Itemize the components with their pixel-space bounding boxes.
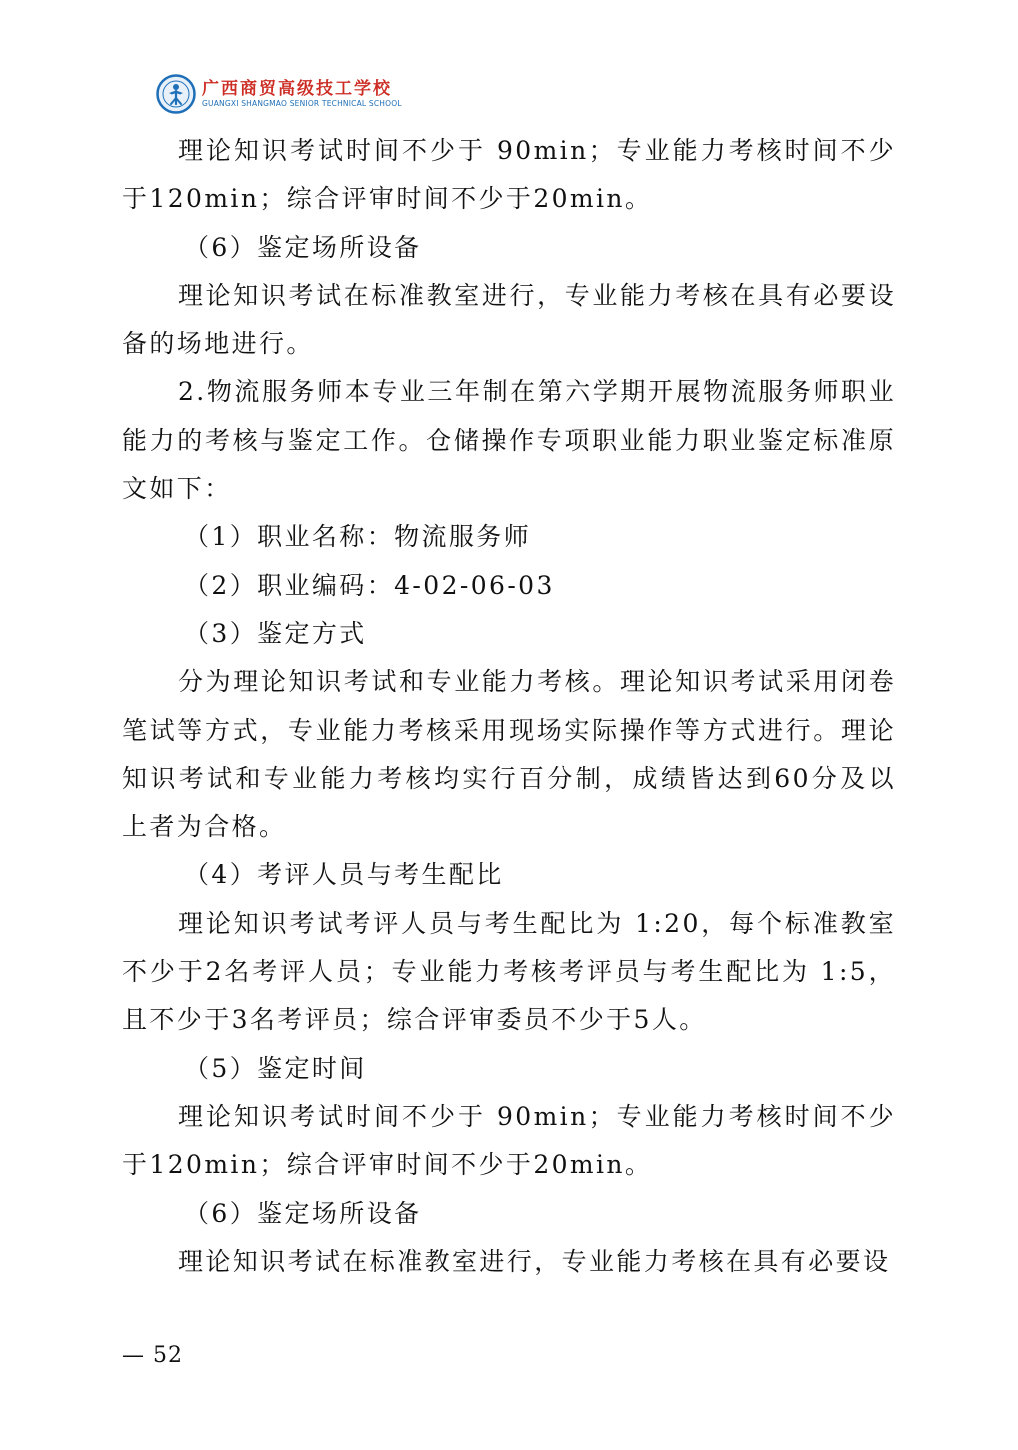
list-item: （2）职业编码：4-02-06-03 xyxy=(184,570,555,600)
paragraph: 理论知识考试在标准教室进行，专业能力考核在具有必要设备的场地进行。 xyxy=(122,280,896,359)
section-heading: （6）鉴定场所设备 xyxy=(184,232,422,262)
paragraph: 理论知识考试时间不少于 90min；专业能力考核时间不少于120min；综合评审时间不少于20min。 xyxy=(122,136,896,214)
paragraph: 理论知识考试在标准教室进行，专业能力考核在具有必要设 xyxy=(178,1246,891,1276)
paragraph: 2.物流服务师本专业三年制在第六学期开展物流服务师职业能力的考核与鉴定工作。仓储操作专项职业能力职业鉴定标准原文如下： xyxy=(122,377,896,504)
section-heading: （4）考评人员与考生配比 xyxy=(184,860,504,890)
school-logo-text xyxy=(202,79,402,109)
page-number: — 52 xyxy=(122,1343,183,1368)
list-item: （1）职业名称：物流服务师 xyxy=(184,522,532,552)
paragraph: 理论知识考试考评人员与考生配比为 1:20，每个标准教室不少于2名考评人员；专业能力考核考评员与考生配比为 1:5，且不少于3名考评员；综合评审委员不少于5人。 xyxy=(122,908,896,1035)
document-body xyxy=(122,127,896,1286)
school-name-en: GUANGXI SHANGMAO SENIOR TECHNICAL SCHOOL xyxy=(202,99,402,108)
section-heading: （3）鉴定方式 xyxy=(184,618,367,648)
school-header xyxy=(156,72,402,116)
section-heading: （6）鉴定场所设备 xyxy=(184,1198,422,1228)
school-emblem-icon xyxy=(156,74,196,114)
section-heading: （5）鉴定时间 xyxy=(184,1053,367,1083)
school-name-cn: 广西商贸高级技工学校 xyxy=(202,79,392,99)
paragraph: 分为理论知识考试和专业能力考核。理论知识考试采用闭卷笔试等方式，专业能力考核采用现场实际操作等方式进行。理论知识考试和专业能力考核均实行百分制，成绩皆达到60分及以上者为合格。 xyxy=(122,667,896,842)
paragraph: 理论知识考试时间不少于 90min；专业能力考核时间不少于120min；综合评审时间不少于20min。 xyxy=(122,1101,896,1180)
